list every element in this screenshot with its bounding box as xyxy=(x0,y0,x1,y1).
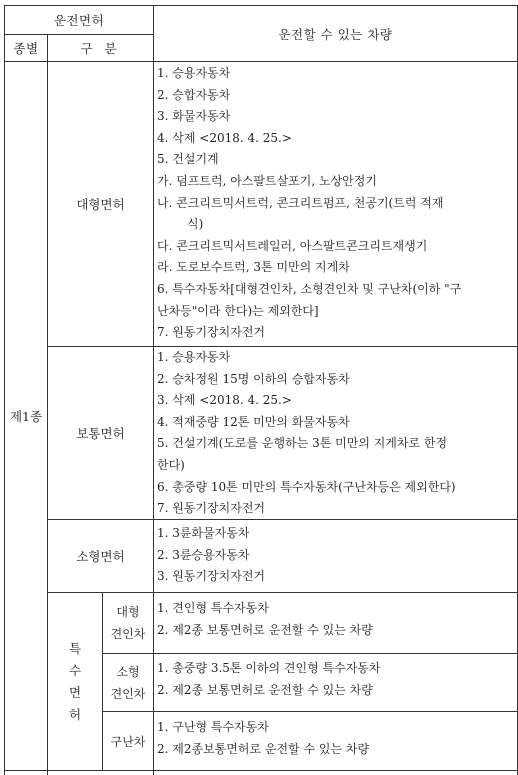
row-divider-largetow-smalltow xyxy=(102,653,517,654)
list-item: 3. 원동기장치자전거 xyxy=(157,569,266,584)
small-tow-vehicles xyxy=(157,658,513,701)
list-item: 1. 3륜화물자동차 xyxy=(157,526,250,540)
list-item: 2. 제2종 보통면허로 운전할 수 있는 차량 xyxy=(157,622,373,637)
small-tow-label: 소형 견인차 xyxy=(110,664,146,701)
list-item: 2. 제2종보통면허로 운전할 수 있는 차량 xyxy=(157,741,370,756)
list-item: 1. 견인형 특수자동차 xyxy=(157,601,269,615)
list-item: 2. 승합자동차 xyxy=(157,87,231,102)
col-divider-vehicles xyxy=(153,5,154,775)
list-item: 나. 콘크리트믹서트럭, 콘크리트펌프, 천공기(트럭 적재 xyxy=(157,195,444,210)
list-item: 6. 총중량 10톤 미만의 특수자동차(구난차등은 제외한다) xyxy=(157,479,456,494)
table-bottom-border xyxy=(4,770,517,771)
small-license-vehicles xyxy=(157,523,513,588)
list-item: 가. 덤프트럭, 아스팔트살포기, 노상안정기 xyxy=(157,173,377,188)
list-item: 7. 원동기장치자전거 xyxy=(157,501,266,516)
list-item: 5. 건설기계 xyxy=(157,152,219,167)
list-item: 1. 총중량 3.5톤 이하의 견인형 특수자동차 xyxy=(157,661,381,675)
wrecker-label: 구난차 xyxy=(110,734,146,749)
header-class: 종별 xyxy=(13,41,39,56)
large-tow-label: 대형 견인차 xyxy=(110,605,146,641)
wrecker-vehicles xyxy=(157,717,513,760)
list-item: 2. 제2종 보통면허로 운전할 수 있는 차량 xyxy=(157,682,373,697)
header-license: 운전면허 xyxy=(53,13,105,28)
row-divider-smalltow-wrecker xyxy=(102,711,517,712)
list-item: 한다) xyxy=(157,457,185,472)
small-license-label: 소형면허 xyxy=(76,549,125,564)
list-item: 6. 특수자동차[대형견인차, 소형견인차 및 구난차(이하 "구 xyxy=(157,281,462,296)
list-item: 5. 건설기계(도로를 운행하는 3톤 미만의 지게차로 한정 xyxy=(157,436,448,451)
special-label-char: 특 xyxy=(68,640,82,656)
list-item: 3. 화물자동차 xyxy=(157,109,231,124)
header-vehicles: 운전할 수 있는 차량 xyxy=(278,26,393,42)
special-label-char: 면 xyxy=(68,684,82,700)
large-tow-vehicles xyxy=(157,598,513,641)
list-item: 식) xyxy=(187,217,204,232)
list-item: 다. 콘크리트믹서트레일러, 아스팔트콘크리트재생기 xyxy=(157,238,428,253)
special-license-label xyxy=(48,593,102,770)
special-label-char: 수 xyxy=(68,662,82,678)
list-item: 2. 승차정원 15명 이하의 승합자동차 xyxy=(157,371,350,386)
large-license-label: 대형면허 xyxy=(76,197,125,212)
header-category: 구 분 xyxy=(80,41,121,56)
large-license-vehicles xyxy=(157,63,513,344)
list-item: 4. 삭제 <2018. 4. 25.> xyxy=(157,130,292,145)
list-item: 7. 원동기장치자전거 xyxy=(157,325,266,340)
class-label: 제1종 xyxy=(9,409,43,424)
list-item: 4. 적재중량 12톤 미만의 화물자동차 xyxy=(157,414,350,429)
list-item: 2. 3륜승용자동차 xyxy=(157,547,250,562)
special-label-char: 허 xyxy=(68,706,82,722)
normal-license-label: 보통면허 xyxy=(76,426,125,441)
list-item: 라. 도로보수트럭, 3톤 미만의 지게차 xyxy=(157,260,350,275)
list-item: 1. 승용자동차 xyxy=(157,350,231,364)
list-item: 3. 삭제 <2018. 4. 25.> xyxy=(157,393,292,408)
list-item: 1. 구난형 특수자동차 xyxy=(157,720,269,734)
normal-license-vehicles xyxy=(157,347,513,520)
list-item: 1. 승용자동차 xyxy=(157,66,231,80)
list-item: 난차등"이라 한다)는 제외한다] xyxy=(157,303,319,318)
